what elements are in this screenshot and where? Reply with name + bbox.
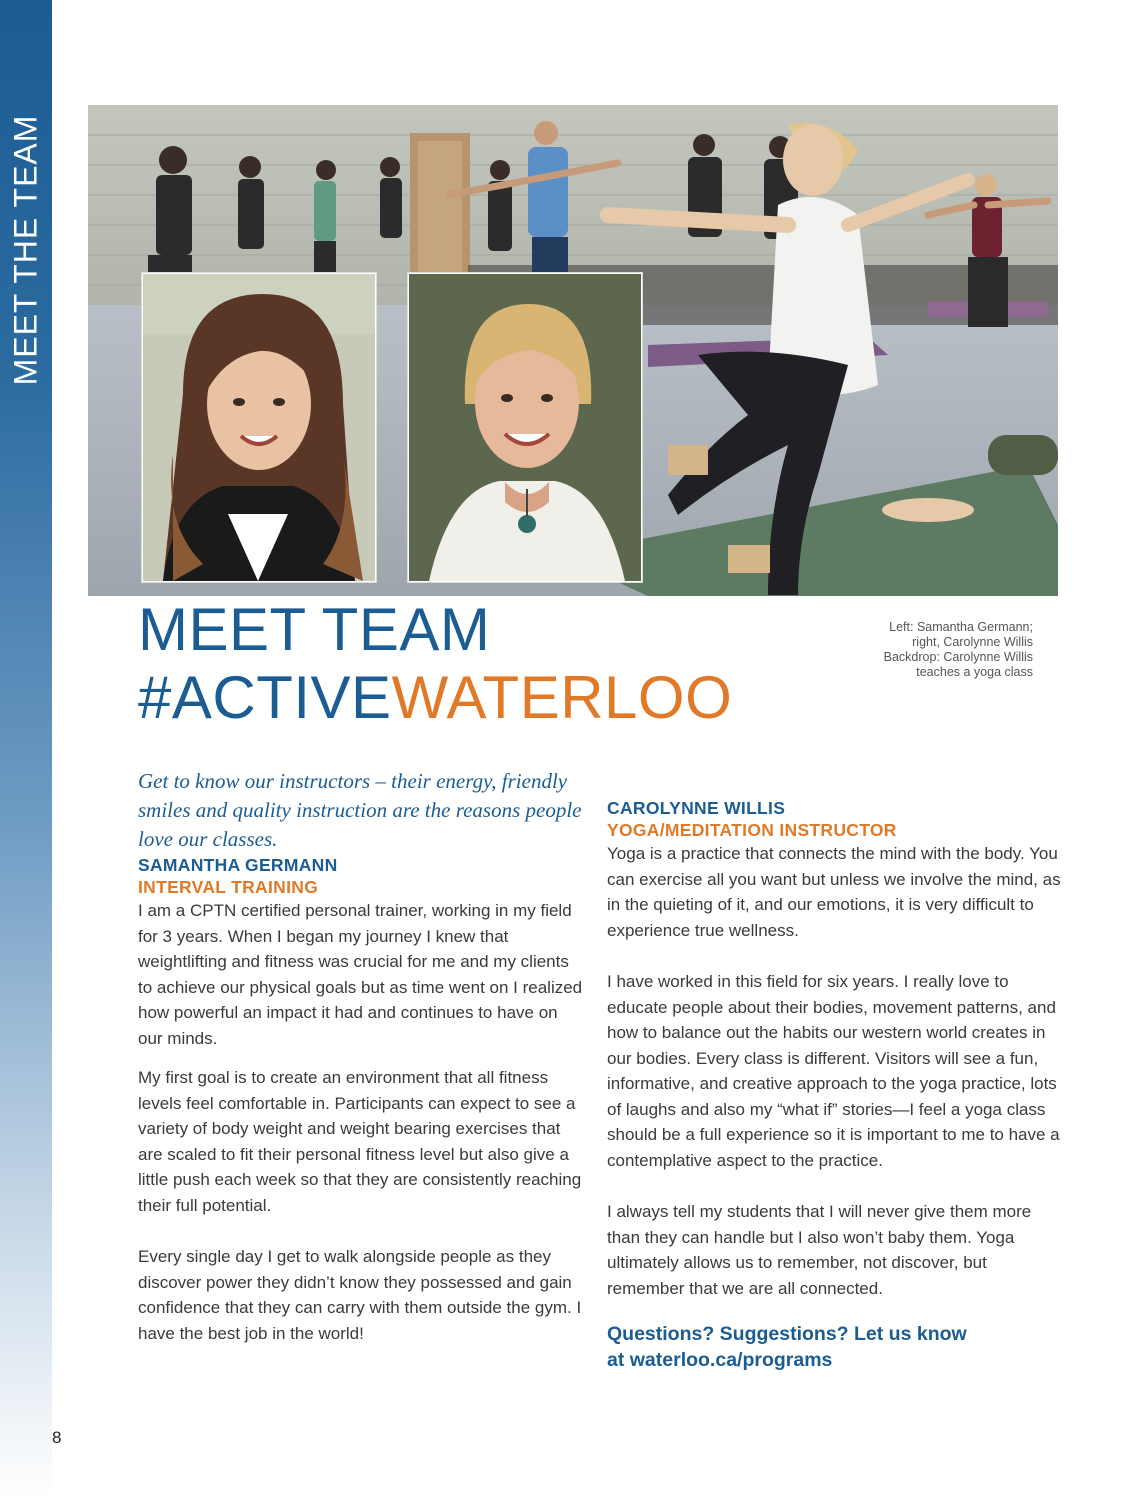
caption-line: right, Carolynne Willis — [912, 635, 1033, 649]
right-column — [607, 797, 1062, 1373]
left-column — [138, 767, 586, 1360]
instructor-role: INTERVAL TRAINING — [138, 877, 319, 897]
section-label-text: MEET THE TEAM — [7, 114, 44, 386]
instructor-name: SAMANTHA GERMANN — [138, 855, 338, 875]
contact-call-to-action — [607, 1321, 1062, 1373]
bio-paragraph: Yoga is a practice that connects the mind with the body. You can exercise all you want but unless we involve the mind, as in the quieting of it, and our emotions, it is very difficult to experience true wellness. — [607, 844, 1061, 940]
bio-paragraph: Every single day I get to walk alongside people as they discover power they didn’t know they possessed and gain confidence that they can carry with them outside the gym. I have the best job in the world! — [138, 1247, 582, 1343]
cta-link[interactable]: at waterloo.ca/programs — [607, 1349, 833, 1371]
bio-paragraph: I am a CPTN certified personal trainer, working in my field for 3 years. When I began my journey I knew that weightlifting and fitness was crucial for me and my clients to achieve our physical goals but as time went on I realized how powerful an impact it had and continues to have on our minds. — [138, 901, 583, 1048]
page-number: 8 — [52, 1428, 62, 1447]
caption-line: Left: Samantha Germann; — [889, 620, 1033, 634]
bio-paragraph: I have worked in this field for six years. I really love to educate people about their bodies, movement patterns, and how to balance out the habits our western world creates in our bodies. Every class is different. Visitors will see a fun, informative, and creative approach to the yoga practice, lots of laughs and also my “what if” stories—I feel a yoga class should be a full experience so it is important to me to have a contemplative aspect to the practice. — [607, 972, 1060, 1170]
bio-paragraph: I always tell my students that I will never give them more than they can handle but I also won’t baby them. Yoga ultimately allows us to remember, not discover, but remember that we are all connected. — [607, 1202, 1032, 1298]
photo-caption — [830, 620, 1033, 680]
portrait-samantha-germann — [142, 273, 376, 582]
instructor-name: CAROLYNNE WILLIS — [607, 798, 786, 818]
page-title — [138, 596, 838, 732]
instructor-role: YOGA/MEDITATION INSTRUCTOR — [607, 820, 897, 840]
title-line-1: MEET TEAM — [138, 596, 491, 663]
cta-line-1: Questions? Suggestions? Let us know — [607, 1323, 967, 1345]
caption-line: teaches a yoga class — [916, 665, 1033, 679]
title-hashtag-part: #ACTIVE — [138, 664, 392, 731]
portrait-samantha-illustration — [143, 274, 375, 581]
intro-text: Get to know our instructors – their energy, friendly smiles and quality instruction are the reasons people love our classes. — [138, 769, 582, 851]
bio-paragraph: My first goal is to create an environment that all fitness levels feel comfortable in. Participants can expect to see a variety of body weight and weight bearing exercises that are scaled to fit their personal fitness level but also give a little push each week so that they are consistently reaching their full potential. — [138, 1068, 582, 1215]
portrait-carolynne-illustration — [409, 274, 641, 581]
sidebar-band — [0, 0, 52, 1499]
caption-line: Backdrop: Carolynne Willis — [883, 650, 1033, 664]
title-accent-part: WATERLOO — [391, 664, 733, 731]
title-line-2 — [138, 664, 838, 732]
section-label — [6, 110, 46, 390]
portrait-carolynne-willis — [408, 273, 642, 582]
